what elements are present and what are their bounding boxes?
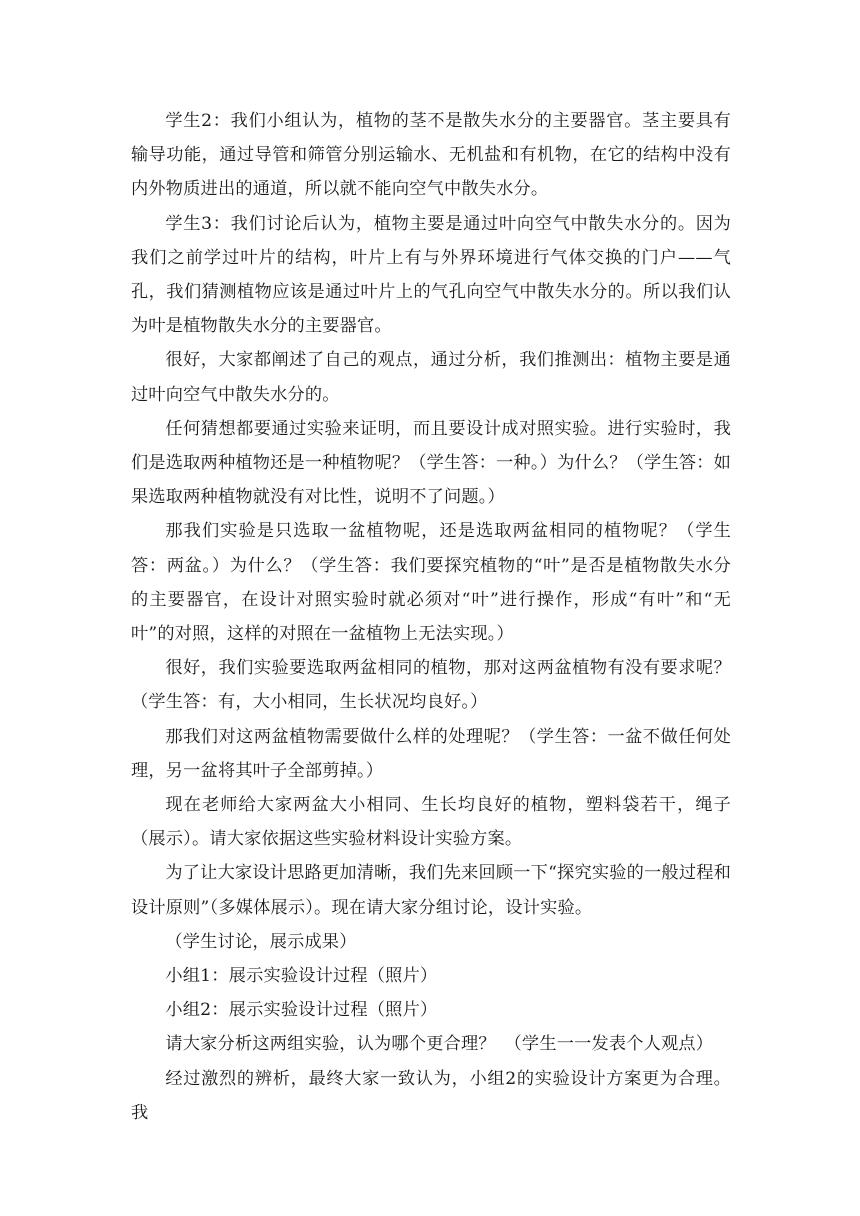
paragraph-experiment-choice: 任何猜想都要通过实验来证明，而且要设计成对照实验。进行实验时，我们是选取两种植物还是一种植物呢？（学生答：一种。）为什么？（学生答：如果选取两种植物就没有对比性，说明不了问题。）	[131, 418, 731, 508]
paragraph-treatment: 那我们对这两盆植物需要做什么样的处理呢？（学生答：一盆不做任何处理，另一盆将其叶子全部剪掉。）	[131, 726, 731, 781]
paragraph-group-2: 小组2：展示实验设计过程（照片）	[165, 1000, 438, 1021]
paragraph-plant-requirements: 很好，我们实验要选取两盆相同的植物，那对这两盆植物有没有要求呢？（学生答：有，大小相同，生长状况均良好。）	[131, 658, 731, 713]
document-page	[131, 104, 731, 1130]
paragraph-student-discussion: （学生讨论，展示成果）	[165, 931, 357, 952]
paragraph-analysis: 请大家分析这两组实验，认为哪个更合理？ （学生一一发表个人观点）	[165, 1034, 714, 1055]
paragraph-student-2: 学生2：我们小组认为，植物的茎不是散失水分的主要器官。茎主要具有输导功能，通过导管和筛管分别运输水、无机盐和有机物，在它的结构中没有内外物质进出的通道，所以就不能向空气中散失水分。	[131, 111, 731, 200]
paragraph-review-principles: 为了让大家设计思路更加清晰，我们先来回顾一下“探究实验的一般过程和设计原则”（多媒体展示）。现在请大家分组讨论，设计实验。	[131, 863, 731, 918]
paragraph-two-pots: 那我们实验是只选取一盆植物呢，还是选取两盆相同的植物呢？（学生答：两盆。）为什么？（学生答：我们要探究植物的“叶”是否是植物散失水分的主要器官，在设计对照实验时就必须对“叶”进行操作，形成“有叶”和“无叶”的对照，这样的对照在一盆植物上无法实现。）	[131, 521, 731, 645]
paragraph-conclusion: 经过激烈的辨析，最终大家一致认为，小组2的实验设计方案更为合理。我	[131, 1068, 731, 1123]
paragraph-group-1: 小组1：展示实验设计过程（照片）	[165, 966, 438, 987]
paragraph-teacher-summary: 很好，大家都阐述了自己的观点，通过分析，我们推测出：植物主要是通过叶向空气中散失水分的。	[131, 350, 731, 405]
paragraph-student-3: 学生3：我们讨论后认为，植物主要是通过叶向空气中散失水分的。因为我们之前学过叶片的结构，叶片上有与外界环境进行气体交换的门户——气孔，我们猜测植物应该是通过叶片上的气孔向空气中散失水分的。所以我们认为叶是植物散失水分的主要器官。	[131, 213, 731, 337]
paragraph-materials: 现在老师给大家两盆大小相同、生长均良好的植物，塑料袋若干，绳子（展示）。请大家依据这些实验材料设计实验方案。	[131, 795, 731, 850]
